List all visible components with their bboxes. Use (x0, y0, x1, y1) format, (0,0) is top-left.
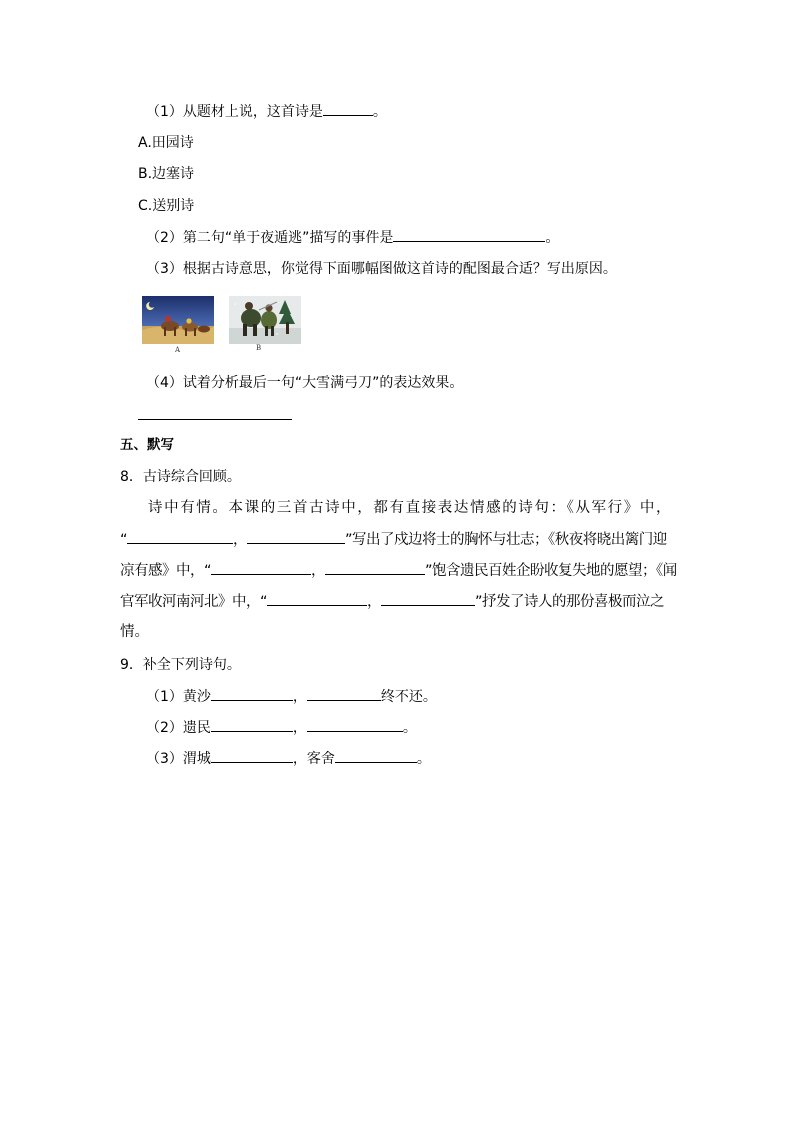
q8-title: 8．古诗综合回顾。 (120, 469, 241, 485)
q7-sub1 (146, 101, 387, 121)
section-title: 五、默写 (120, 437, 174, 453)
q8-blank-1[interactable] (127, 529, 233, 544)
q7-option-a: A.田园诗 (138, 135, 194, 151)
q7-sub4-answer-blank[interactable] (138, 419, 292, 420)
q8-line-5-text: 情。 (120, 624, 149, 640)
picture-b (229, 296, 301, 356)
q9-item-1-text-c: 终不还。 (380, 689, 437, 705)
q8-line-1-text: 诗中有情。本课的三首古诗中，都有直接表达情感的诗句：《从军行》中， (148, 500, 673, 516)
q8-blank-6[interactable] (381, 591, 475, 606)
q9-item-2 (146, 717, 417, 737)
q7-sub3: （3）根据古诗意思，你觉得下面哪幅图做这首诗的配图最合适？写出原因。 (146, 261, 617, 277)
q7-sub2 (146, 227, 559, 247)
q8-line-3-text-c: ”饱含遗民百姓企盼收复失地的愿望；《闻 (425, 563, 677, 579)
q7-sub1-suffix: 。 (372, 104, 387, 120)
q8-blank-5[interactable] (267, 591, 367, 606)
q9-item-2-text-b: ， (292, 720, 307, 736)
q9-item-3-text-c: 。 (416, 751, 431, 767)
q9-item-1 (146, 686, 437, 706)
q7-sub1-prefix: （1）从题材上说，这首诗是 (146, 104, 323, 120)
q8-line-2 (120, 529, 678, 560)
q9-item-3-blank-2[interactable] (335, 748, 417, 763)
q8-line-4-text-c: ”抒发了诗人的那份喜极而泣之 (475, 594, 665, 610)
q9-item-1-blank-2[interactable] (307, 686, 381, 701)
q8-line-2-text-a: “ (120, 532, 128, 548)
q8-line-3-text-a: 凉有感》中，“ (120, 563, 212, 579)
picture-a (142, 296, 214, 356)
q9-item-3 (146, 748, 431, 768)
q7-sub2-answer-blank[interactable] (393, 227, 545, 242)
q9-item-3-blank-1[interactable] (211, 748, 293, 763)
q8-line-4-text-a: 官军收河南河北》中，“ (120, 594, 268, 610)
q9-title: 9．补全下列诗句。 (120, 657, 241, 673)
q8-line-5 (120, 622, 678, 653)
q8-blank-3[interactable] (211, 560, 311, 575)
q8-line-3-text-b: ， (311, 563, 326, 579)
q8-blank-4[interactable] (325, 560, 425, 575)
q9-item-1-blank-1[interactable] (211, 686, 293, 701)
q8-blank-2[interactable] (247, 529, 345, 544)
q9-item-3-text-a: （3）渭城 (146, 751, 211, 767)
q9-item-2-blank-2[interactable] (307, 717, 403, 732)
q9-item-2-text-a: （2）遗民 (146, 720, 211, 736)
q8-line-3 (120, 560, 678, 591)
q7-sub1-answer-blank[interactable] (323, 101, 373, 116)
soldiers-in-snow-image (229, 296, 301, 344)
q7-option-b: B.边塞诗 (138, 166, 195, 182)
q8-line-2-text-c: ”写出了戍边将士的胸怀与壮志；《秋夜将晓出篱门迎 (345, 532, 667, 548)
q8-line-2-text-b: ， (233, 532, 248, 548)
q8-line-1 (120, 498, 678, 529)
picture-b-label: B (256, 344, 262, 352)
q9-item-1-text-b: ， (292, 689, 307, 705)
q9-item-2-blank-1[interactable] (211, 717, 293, 732)
q9-item-3-text-b: ，客舍 (292, 751, 335, 767)
q8-paragraph (120, 498, 678, 653)
picture-a-label: A (175, 346, 181, 354)
q7-sub4: （4）试着分析最后一句“大雪满弓刀”的表达效果。 (146, 375, 464, 391)
q8-line-4 (120, 591, 678, 622)
q9-item-1-text-a: （1）黄沙 (146, 689, 211, 705)
q7-sub2-prefix: （2）第二句“单于夜遁逃”描写的事件是 (146, 230, 394, 246)
q7-sub2-suffix: 。 (545, 230, 560, 246)
q9-item-2-text-c: 。 (402, 720, 417, 736)
q7-option-c: C.送别诗 (138, 198, 195, 214)
q8-line-4-text-b: ， (367, 594, 382, 610)
night-camel-caravan-image (142, 296, 214, 344)
